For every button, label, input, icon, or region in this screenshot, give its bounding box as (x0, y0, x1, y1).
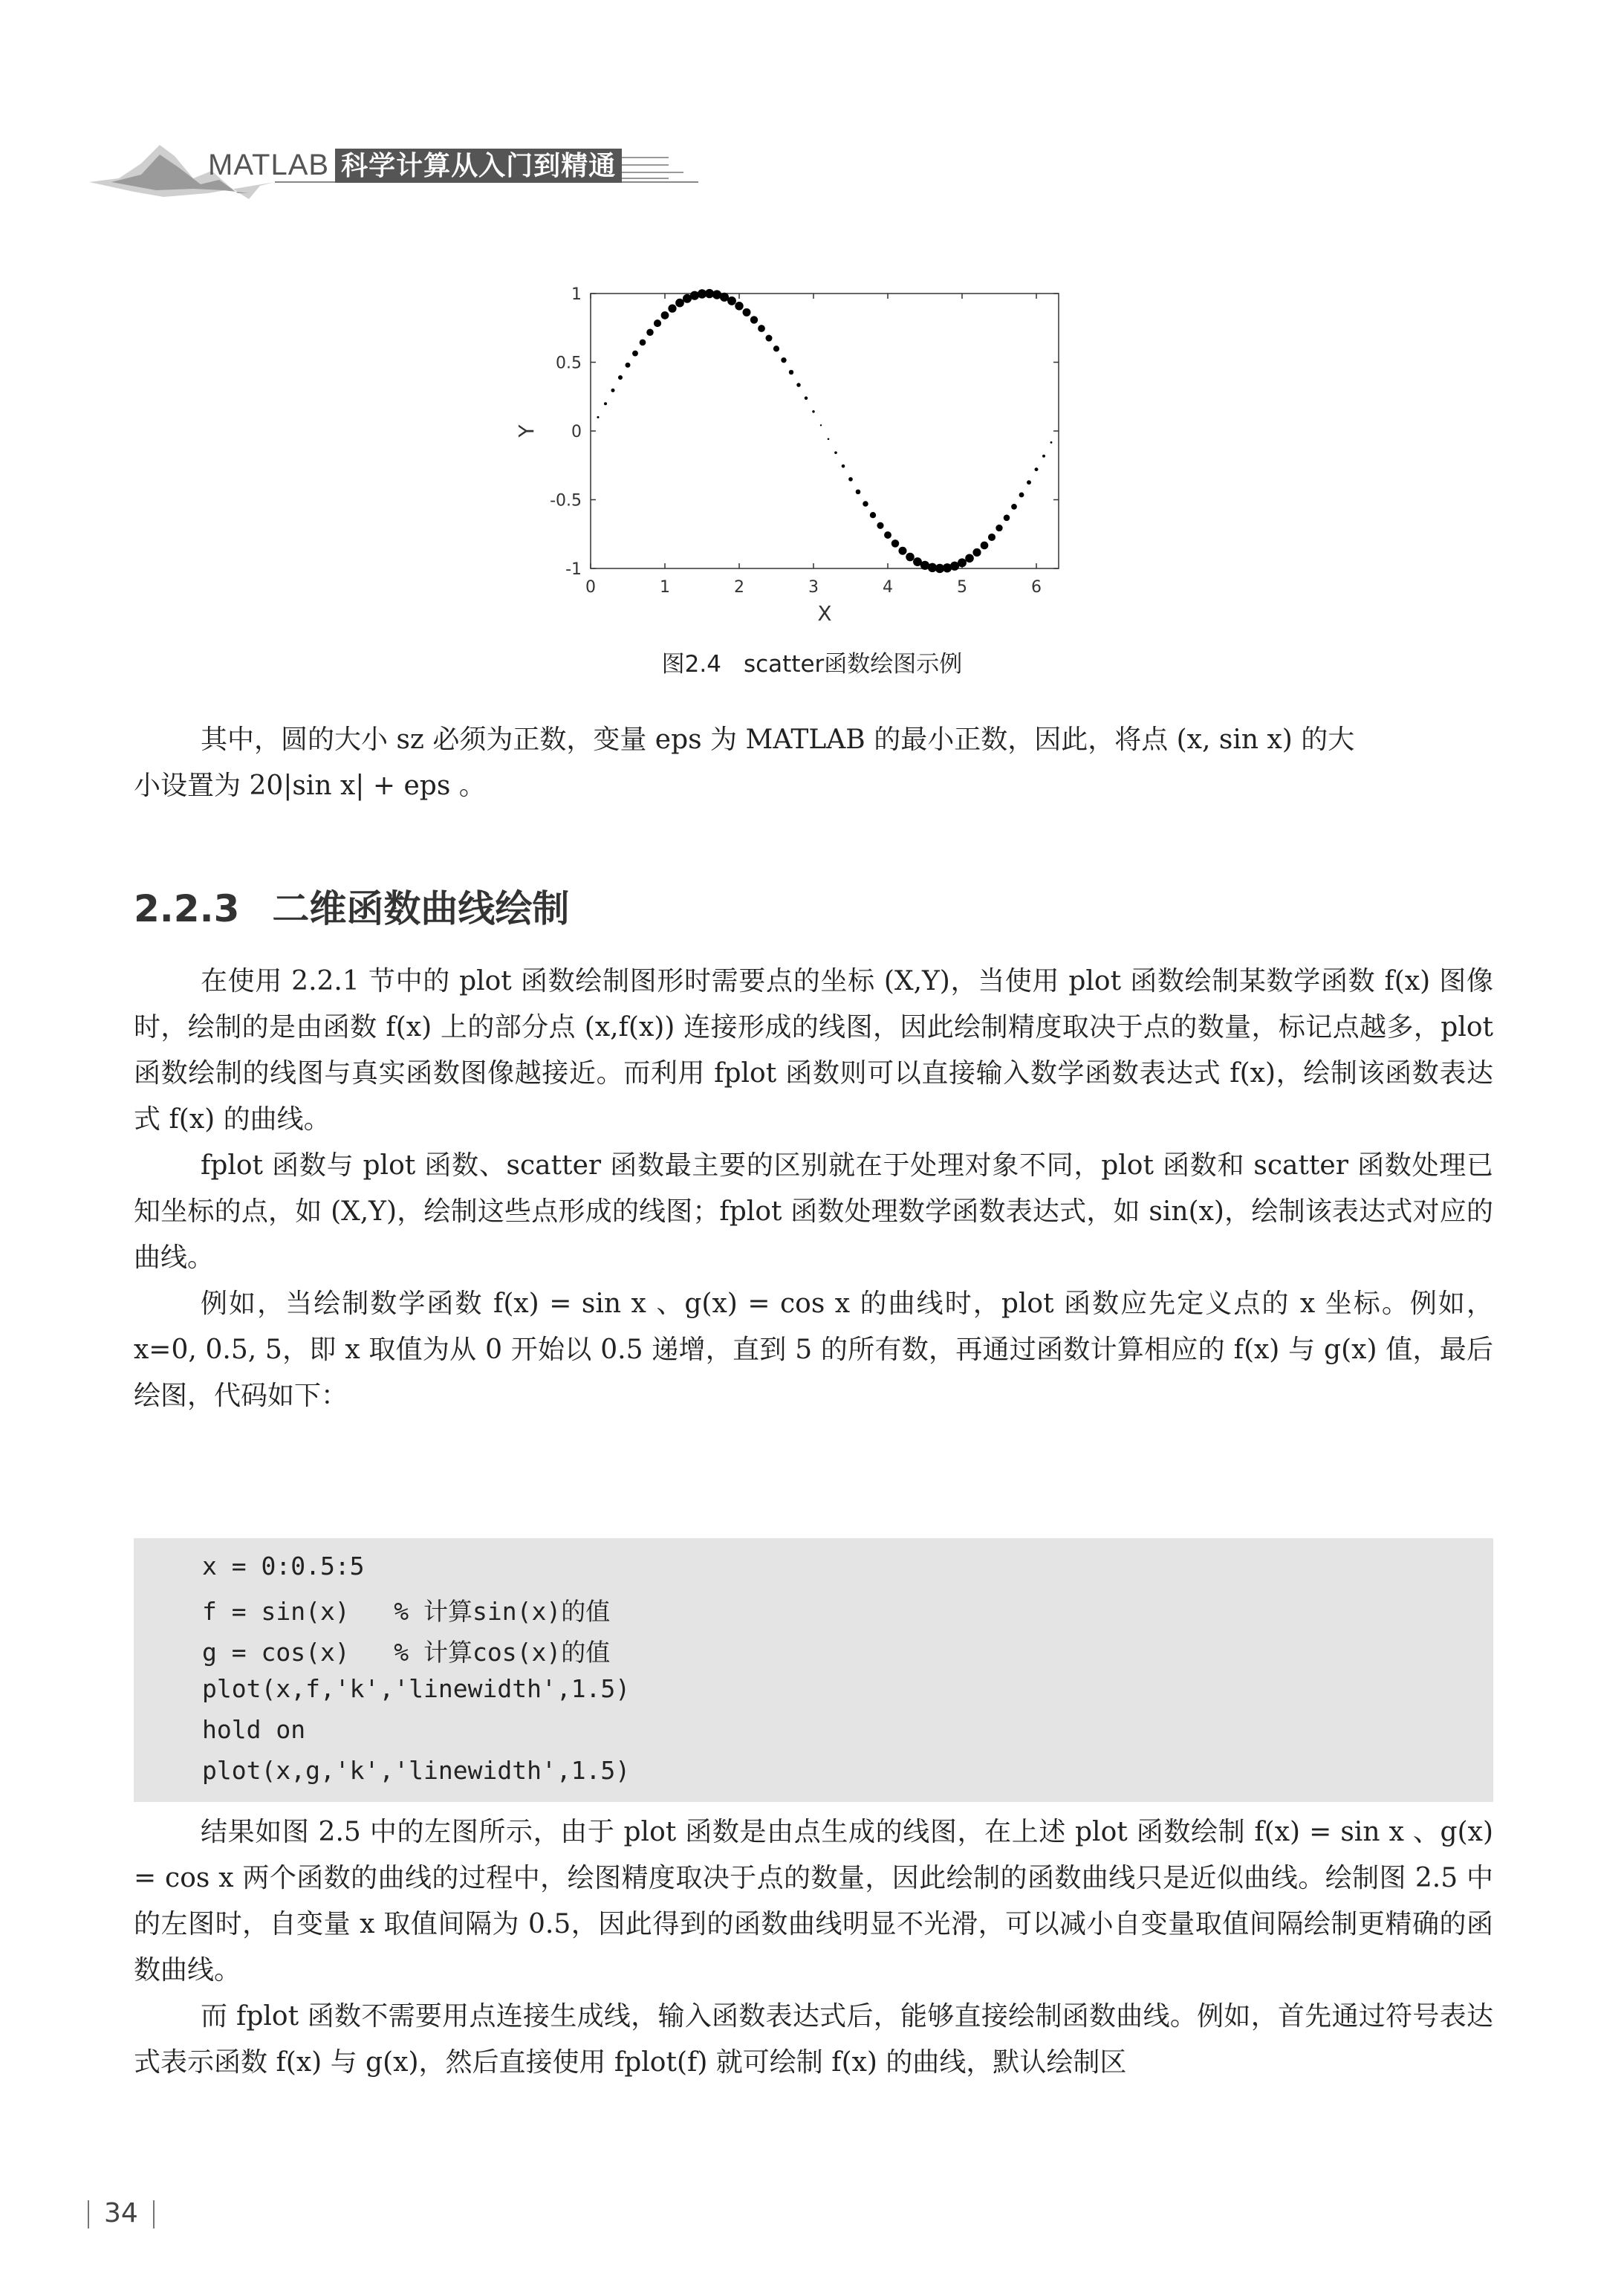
body-text-top (134, 959, 1493, 1419)
scatter-point (842, 464, 845, 468)
scatter-point (965, 554, 974, 563)
code-line: plot(x,f,'k','linewidth',1.5) (202, 1674, 631, 1703)
scatter-point (884, 531, 891, 539)
paragraph-1 (134, 717, 1493, 809)
y-tick-label: 0.5 (556, 354, 582, 373)
figure-caption-text: scatter函数绘图示例 (743, 651, 963, 678)
header-title (208, 149, 622, 183)
x-tick-label: 2 (734, 578, 744, 597)
scatter-point (958, 558, 967, 567)
figure-label: 图2.4 (661, 651, 721, 678)
y-axis-label: Y (514, 424, 539, 438)
page-number-divider (88, 2200, 89, 2228)
scatter-point (906, 553, 915, 562)
scatter-point (597, 416, 599, 418)
scatter-point (611, 389, 614, 392)
scatter-point (1042, 455, 1045, 458)
page-number (88, 2198, 169, 2228)
scatter-point (870, 512, 876, 518)
code-line: f = sin(x) % 计算sin(x)的值 (202, 1597, 611, 1626)
scatter-point (781, 357, 786, 363)
x-tick-label: 5 (957, 578, 967, 597)
scatter-point (995, 525, 1002, 531)
scatter-point (1019, 493, 1024, 498)
scatter-point (820, 424, 822, 426)
x-tick-label: 1 (660, 578, 670, 597)
scatter-point (626, 363, 631, 368)
scatter-point (1035, 467, 1039, 471)
scatter-point (646, 329, 653, 336)
scatter-point (863, 501, 868, 507)
paragraph-6: 而 fplot 函数不需要用点连接生成线，输入函数表达式后，能够直接绘制函数曲线。例如，首先通过符号表达式表示函数 f(x) 与 g(x)，然后直接使用 fplot(f) 就可绘制 f(x) 的曲线，默认绘制区 (134, 2001, 1493, 2078)
x-axis-label: X (817, 601, 832, 626)
code-block (134, 1538, 1493, 1802)
paragraph-2: 在使用 2.2.1 节中的 plot 函数绘制图形时需要点的坐标 (X,Y)，当使用 plot 函数绘制某数学函数 f(x) 图像时，绘制的是由函数 f(x) 上的部分点 (x,f(x)) 连接形成的线图，因此绘制精度取决于点的数量，标记点越多，plot 函数绘制的线图与真实函数图像越接近。而利用 fplot 函数则可以直接输入数学函数表达式 f(x)，绘制该函数表达式 f(x) 的曲线。 (134, 966, 1493, 1135)
code-line: hold on (202, 1715, 306, 1744)
scatter-point (640, 339, 646, 346)
scatter-point (735, 302, 743, 310)
scatter-point (981, 542, 989, 550)
scatter-point (877, 522, 883, 529)
section-number: 2.2.3 (134, 887, 240, 930)
scatter-point (796, 383, 800, 386)
scatter-point (743, 308, 751, 317)
scatter-point (972, 548, 981, 557)
scatter-point (891, 539, 900, 548)
paragraph-1-line-1: 其中，圆的大小 sz 必须为正数，变量 eps 为 MATLAB 的最小正数，因此，将点 (x, sin x) 的大 (201, 725, 1355, 755)
code-line: x = 0:0.5:5 (202, 1552, 365, 1581)
scatter-point (828, 438, 830, 441)
code-line: plot(x,g,'k','linewidth',1.5) (202, 1756, 631, 1785)
scatter-point (675, 299, 684, 308)
y-tick-label: 1 (571, 285, 582, 304)
section-heading (134, 879, 569, 933)
x-tick-label: 3 (808, 578, 819, 597)
paragraph-4: 例如，当绘制数学函数 f(x) = sin x 、g(x) = cos x 的曲线时，plot 函数应先定义点的 x 坐标。例如，x=0, 0.5, 5，即 x 取值为从 0 开始以 0.5 递增，直到 5 的所有数，再通过函数计算相应的 f(x) 与 g(x) 值，最后绘图，代码如下： (134, 1289, 1493, 1411)
y-tick-label: -0.5 (550, 491, 582, 510)
scatter-point (898, 547, 906, 555)
scatter-chart (513, 279, 1077, 635)
scatter-point (758, 325, 765, 332)
scatter-point (812, 410, 814, 412)
paragraph-5: 结果如图 2.5 中的左图所示，由于 plot 函数是由点生成的线图，在上述 plot 函数绘制 f(x) = sin x 、g(x) = cos x 两个函数的曲线的过程中，绘图精度取决于点的数量，因此绘制的函数曲线只是近似曲线。绘制图 2.5 中的左图时，自变量 x 取值间隔为 0.5，因此得到的函数曲线明显不光滑，可以减小自变量取值间隔绘制更精确的函数曲线。 (134, 1817, 1493, 1986)
scatter-point (632, 351, 638, 357)
scatter-point (773, 346, 779, 351)
y-tick-label: 0 (571, 423, 582, 441)
plot-frame (591, 294, 1059, 568)
scatter-figure (513, 279, 1077, 635)
scatter-point (618, 375, 623, 380)
scatter-point (988, 534, 995, 541)
scatter-point (1027, 480, 1031, 484)
section-title: 二维函数曲线绘制 (272, 887, 570, 930)
paragraph-1-line-2: 小设置为 20|sin x| + eps 。 (134, 771, 486, 801)
scatter-point (654, 320, 661, 327)
scatter-point (789, 370, 793, 375)
series-title: MATLAB (208, 149, 330, 181)
page-number-value: 34 (104, 2198, 138, 2228)
scatter-point (805, 397, 808, 400)
y-tick-label: -1 (565, 560, 582, 579)
figure-caption (0, 645, 1624, 678)
scatter-point (661, 311, 669, 320)
running-header (89, 141, 698, 208)
scatter-point (668, 304, 676, 312)
scatter-point (727, 296, 736, 305)
scatter-point (834, 451, 837, 454)
scatter-point (1050, 441, 1053, 444)
page-number-divider (153, 2200, 155, 2228)
scatter-point (1004, 515, 1010, 522)
scatter-point (848, 477, 853, 482)
body-text-bottom (134, 1809, 1493, 2086)
scatter-point (856, 490, 861, 495)
scatter-point (750, 316, 758, 323)
scatter-point (1011, 504, 1017, 510)
x-tick-label: 6 (1031, 578, 1042, 597)
scatter-point (765, 335, 772, 342)
book-title: 科学计算从入门到精通 (335, 149, 622, 183)
x-tick-label: 4 (883, 578, 893, 597)
paragraph-3: fplot 函数与 plot 函数、scatter 函数最主要的区别就在于处理对象不同，plot 函数和 scatter 函数处理已知坐标的点，如 (X,Y)，绘制这些点形成的线图；fplot 函数处理数学函数表达式，如 sin(x)，绘制该表达式对应的曲线。 (134, 1150, 1493, 1273)
code-line: g = cos(x) % 计算cos(x)的值 (202, 1638, 611, 1667)
scatter-point (604, 402, 607, 405)
x-tick-label: 0 (585, 578, 596, 597)
